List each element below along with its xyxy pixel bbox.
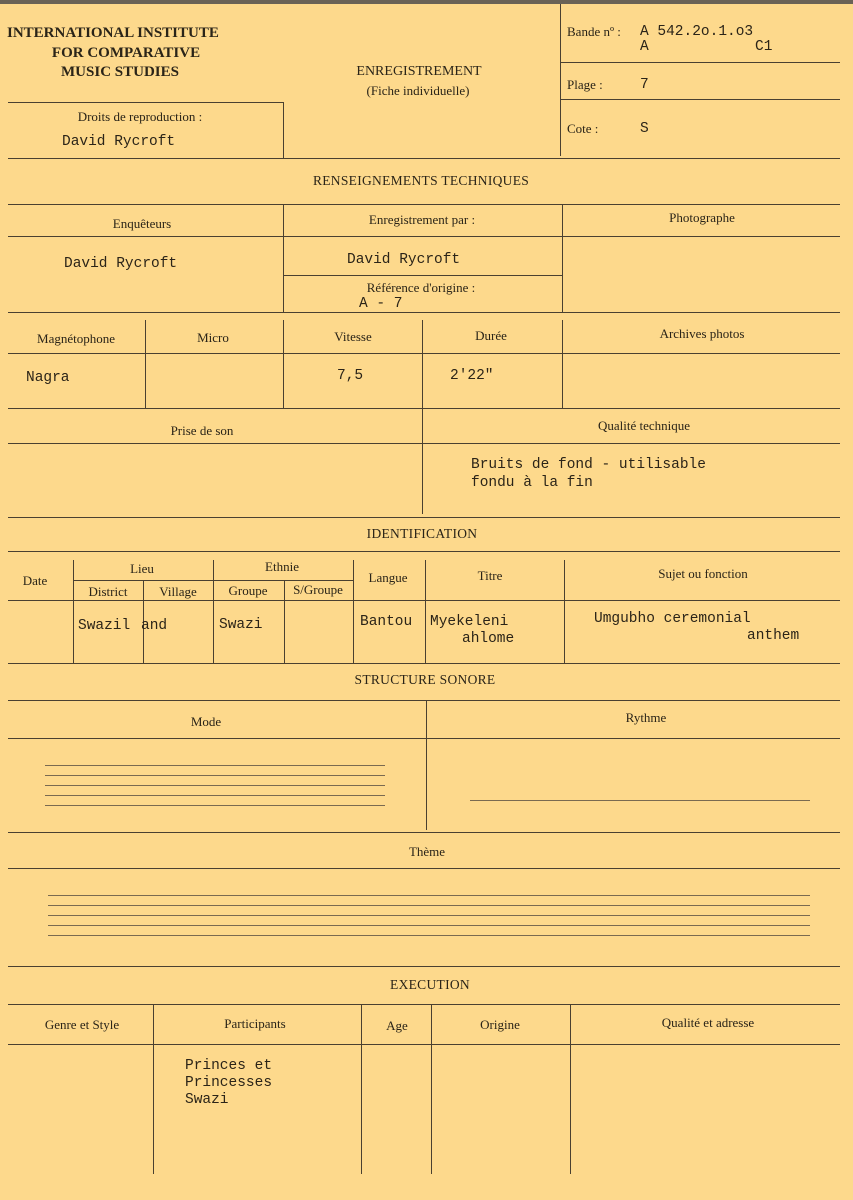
enregistrement-par-label: Enregistrement par : bbox=[368, 212, 476, 227]
enregistrement-par-value: David Rycroft bbox=[347, 252, 461, 268]
form-subtitle: (Fiche individuelle) bbox=[366, 83, 470, 98]
ethnie-label: Ethnie bbox=[265, 559, 299, 574]
groupe-label: Groupe bbox=[228, 583, 268, 598]
reference-label: Référence d'origine : bbox=[366, 280, 476, 295]
enqueteurs-label: Enquêteurs bbox=[112, 216, 172, 231]
rythme-label: Rythme bbox=[625, 710, 667, 725]
section-title-execution: EXECUTION bbox=[390, 977, 470, 992]
bande-label: Bande nº : bbox=[567, 24, 621, 39]
qualite-technique-line2: fondu à la fin bbox=[471, 475, 593, 491]
titre-label: Titre bbox=[477, 568, 503, 583]
district-label: District bbox=[88, 584, 128, 599]
plage-label: Plage : bbox=[567, 77, 603, 92]
lieu-label: Lieu bbox=[130, 561, 154, 576]
sujet-fonction-label: Sujet ou fonction bbox=[658, 566, 748, 581]
reference-value: A - 7 bbox=[359, 296, 403, 312]
section-title-technique: RENSEIGNEMENTS TECHNIQUES bbox=[312, 173, 530, 188]
archives-photos-label: Archives photos bbox=[659, 326, 745, 341]
form-title: ENREGISTREMENT bbox=[356, 64, 482, 79]
photographe-label: Photographe bbox=[669, 210, 735, 225]
cote-label: Cote : bbox=[567, 121, 599, 136]
droits-value: David Rycroft bbox=[62, 134, 176, 150]
qualite-adresse-label: Qualité et adresse bbox=[661, 1015, 755, 1030]
plage-value: 7 bbox=[640, 77, 649, 93]
langue-value: Bantou bbox=[360, 614, 413, 630]
district-value-start: Swazil bbox=[78, 618, 131, 634]
droits-label: Droits de reproduction : bbox=[77, 109, 203, 124]
participants-value-line3: Swazi bbox=[185, 1092, 229, 1108]
groupe-value: Swazi bbox=[219, 617, 263, 633]
magnetophone-label: Magnétophone bbox=[37, 331, 115, 346]
titre-value-line2: ahlome bbox=[462, 631, 515, 647]
age-label: Age bbox=[386, 1018, 408, 1033]
institute-name-line1: INTERNATIONAL INSTITUTE bbox=[7, 25, 219, 41]
bande-value-line2-b: C1 bbox=[755, 39, 773, 55]
duree-label: Durée bbox=[475, 328, 507, 343]
participants-label: Participants bbox=[224, 1016, 286, 1031]
qualite-technique-label: Qualité technique bbox=[597, 418, 691, 433]
enqueteurs-value: David Rycroft bbox=[64, 256, 178, 272]
micro-label: Micro bbox=[197, 330, 229, 345]
institute-name-line3: MUSIC STUDIES bbox=[61, 64, 179, 80]
cote-value: S bbox=[640, 121, 649, 137]
duree-value: 2'22" bbox=[450, 368, 494, 384]
participants-value-line1: Princes et bbox=[185, 1058, 273, 1074]
titre-value-line1: Myekeleni bbox=[430, 614, 509, 630]
prise-de-son-label: Prise de son bbox=[170, 423, 234, 438]
section-title-identification: IDENTIFICATION bbox=[366, 526, 478, 541]
vitesse-label: Vitesse bbox=[334, 329, 372, 344]
theme-label: Thème bbox=[408, 844, 446, 859]
sujet-value-line2: anthem bbox=[747, 628, 800, 644]
vitesse-value: 7,5 bbox=[337, 368, 364, 384]
participants-value-line2: Princesses bbox=[185, 1075, 273, 1091]
origine-label: Origine bbox=[480, 1017, 520, 1032]
village-label: Village bbox=[159, 584, 197, 599]
bande-value-line2-a: A bbox=[640, 39, 649, 55]
section-title-structure: STRUCTURE SONORE bbox=[354, 672, 496, 687]
institute-name-line2: FOR COMPARATIVE bbox=[51, 45, 201, 61]
magnetophone-value: Nagra bbox=[26, 370, 70, 386]
sgroupe-label: S/Groupe bbox=[293, 582, 343, 597]
card-top-edge bbox=[0, 0, 853, 4]
district-value-end: and bbox=[141, 618, 168, 634]
genre-style-label: Genre et Style bbox=[44, 1017, 120, 1032]
date-label: Date bbox=[22, 573, 48, 588]
sujet-value-line1: Umgubho ceremonial bbox=[594, 611, 751, 627]
bande-value-line1: A 542.2o.1.o3 bbox=[640, 24, 754, 40]
mode-label: Mode bbox=[190, 714, 222, 729]
qualite-technique-line1: Bruits de fond - utilisable bbox=[471, 457, 706, 473]
langue-label: Langue bbox=[368, 570, 408, 585]
